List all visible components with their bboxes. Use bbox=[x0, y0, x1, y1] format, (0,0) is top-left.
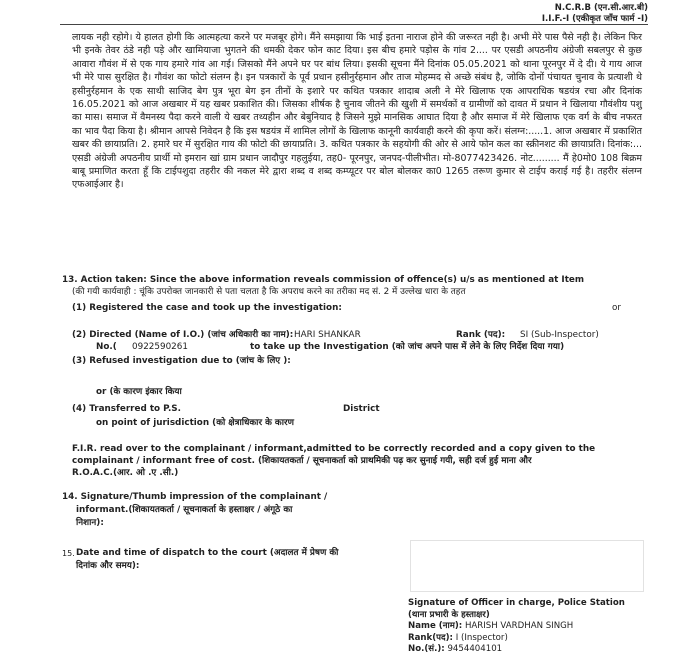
section14-line3: निशान): bbox=[76, 518, 104, 528]
io-no-label: No.( bbox=[96, 342, 117, 352]
item1-or: or bbox=[612, 303, 621, 313]
fir-read-line3: R.O.A.C.(आर. ओ .ए .सी.) bbox=[72, 468, 179, 478]
fir-read-line2: complainant / informant free of cost. (शिकायतकर्ता / सूचनाकर्ता को प्राथमिकी पढ़ कर सुनाई गयी, सही दर्ज हुई माना और bbox=[72, 456, 532, 466]
item4-transferred: (4) Transferred to P.S. bbox=[72, 404, 181, 414]
io-no: 0922590261 bbox=[132, 342, 188, 352]
officer-no: 9454404101 bbox=[447, 644, 503, 655]
section13-heading-hindi: (की गयी कार्यवाही : चूंकि उपरोक्त जानकारी से पता चलता है कि अपराध करने का तरीका मद सं. 2 में उल्लेख धारा के तहत bbox=[72, 287, 466, 297]
io-rank-label: Rank (पद): bbox=[456, 330, 506, 340]
form-code-iif: I.I.F.-I (एकीकृत जाँच फार्म -I) bbox=[541, 14, 648, 24]
officer-no-label: No.(सं.): bbox=[408, 644, 445, 655]
officer-rank-row bbox=[408, 633, 625, 645]
officer-name-row bbox=[408, 621, 625, 633]
section14-line1: 14. Signature/Thumb impression of the complainant / bbox=[62, 492, 328, 502]
section15-line2: दिनांक और समय): bbox=[76, 561, 140, 571]
item3-refused: (3) Refused investigation due to (जांच के लिए ): bbox=[72, 356, 291, 366]
io-name: HARI SHANKAR bbox=[294, 330, 361, 340]
item2-tail: to take up the Investigation (को जांच अपने पास में लेने के लिए निर्देश दिया गया) bbox=[250, 342, 565, 352]
item1-registered: (1) Registered the case and took up the investigation: bbox=[72, 303, 342, 313]
item2-directed-label: (2) Directed (Name of I.O.) (जांच अधिकारी का नाम): bbox=[72, 330, 294, 340]
officer-signature-box bbox=[410, 540, 644, 592]
section15-line1: Date and time of dispatch to the court (अदालत में प्रेषण की bbox=[76, 548, 339, 558]
officer-no-row bbox=[408, 644, 625, 656]
section15-number: 15. bbox=[62, 549, 75, 558]
form-code-ncrb: N.C.R.B (एन.सी.आर.बी) bbox=[554, 3, 648, 13]
officer-title: Signature of Officer in charge, Police Station bbox=[408, 598, 625, 608]
header-divider bbox=[60, 24, 648, 25]
officer-name: HARISH VARDHAN SINGH bbox=[464, 621, 574, 632]
complaint-narrative: लायक नही रहोगे। ये हालत होगी कि आत्महत्या करने पर मजबूर होगे। मैंने समझाया कि भाई इतना नाराज होने की जरूरत नही है। अभी मेरे पास पैसे नही है। लेकिन फिर भी इनके तेवर ठंडे नही पड़े और खामियाजा भुगतने की धमकी देकर फोन काट दिया। इस बीच हमारे पड़ोस के गांव 2.... पर एसडी अपठनीय अंग्रेजी सबलपुर से कुछ आवारा गौवंश में से एक गाय हमारे गांव आ गई। जिसको मैंने अपने घर पर बांध लिया। इसकी सूचना मैंने दिनांक 05.05.2021 को थाना पूरनपुर में दे दी। ये गाय आज भी मेरे पास सुरक्षित है। गौवंश का फोटो संलग्न है। इन पत्रकारों के पूर्व प्रधान हसीनुर्रहमान और ताज मोहम्मद से अच्छे संबंध है, जोकि दोनों पंचायत चुनाव के प्रत्याशी थे हसीनुर्रहमान के एक साथी साजिद बेग पुत्र भूरा बेग इन तीनों के इशारे पर कथित पत्रकार शादाब अली ने मेरे खिलाफ एक आपराधिक षडयंत्र रचा और दिनांक 16.05.2021 को आज अखबार में यह खबर प्रकाशित की। जिसका शीर्षक है चुनाव जीतने की खुशी में समर्थकों व ग्रामीणों को दावत में प्रधान ने खिलाया गौवंशीय पशु का मास। समाज में वैमनस्य पैदा करने वाली ये खबर तथ्यहीन और बेबुनियाद है जिसने मुझे मानसिक आघात दिया है और समाज में मेरे खिलाफ एक वर्ग के बीच नफरत का भाव पैदा किया है। श्रीमान आपसे निवेदन है कि इस षडयंत्र में शामिल लोगों के खिलाफ कानूनी कार्यवाही करने की कृपा करें। संलग्न:.....1. आज अखबार में प्रकाशित खबर की छायाप्रति। 2. हमारे घर में सुरक्षित गाय की फोटो की छायाप्रति। 3. कथित पत्रकार के सहयोगी की ओर से आये फोन कल का स्क्रीनशट की छायाप्रति। दिनांक:... एसडी अंग्रेजी अपठनीय प्रार्थी मो इमरान खां ग्राम प्रधान जादौपुर गहलुईया, तह0- पूरनपुर, जनपद-पीलीभीत। मो-8077423426. नोट......... मैं हे0मो0 108 बिक्रम बाबू प्रमाणित करता हूँ कि टाईपशुदा तहरीर की नकल मेरे द्वारा शब्द व शब्द कम्प्यूटर पर बोल बोलकर का0 1265 तरूण कुमार से टाईप कराई गई है। तहरीर संलग्न एफआईआर है। bbox=[72, 32, 642, 191]
officer-rank: I (Inspector) bbox=[455, 632, 508, 643]
item4-jurisdiction: on point of jurisdiction (को क्षेत्राधिकार के कारण bbox=[96, 418, 294, 428]
officer-title-hindi: (थाना प्रभारी के हस्ताक्षर) bbox=[408, 609, 490, 620]
officer-rank-label: Rank(पद): bbox=[408, 632, 453, 643]
officer-signature-block bbox=[408, 598, 625, 656]
form-header bbox=[542, 3, 648, 25]
io-rank: SI (Sub-Inspector) bbox=[520, 330, 599, 340]
item4-district: District bbox=[343, 404, 380, 414]
item3-or: or (के कारण इंकार किया bbox=[96, 387, 182, 397]
officer-name-label: Name (नाम): bbox=[408, 621, 463, 632]
section13-heading: 13. Action taken: Since the above information reveals commission of offence(s) u/s as mentioned at Item bbox=[62, 275, 585, 285]
section14-line2: informant.(शिकायतकर्ता / सूचनाकर्ता के हस्ताक्षर / अंगूठे का bbox=[76, 505, 293, 515]
fir-read-line1: F.I.R. read over to the complainant / informant,admitted to be correctly recorded and a copy given to the bbox=[72, 444, 596, 454]
